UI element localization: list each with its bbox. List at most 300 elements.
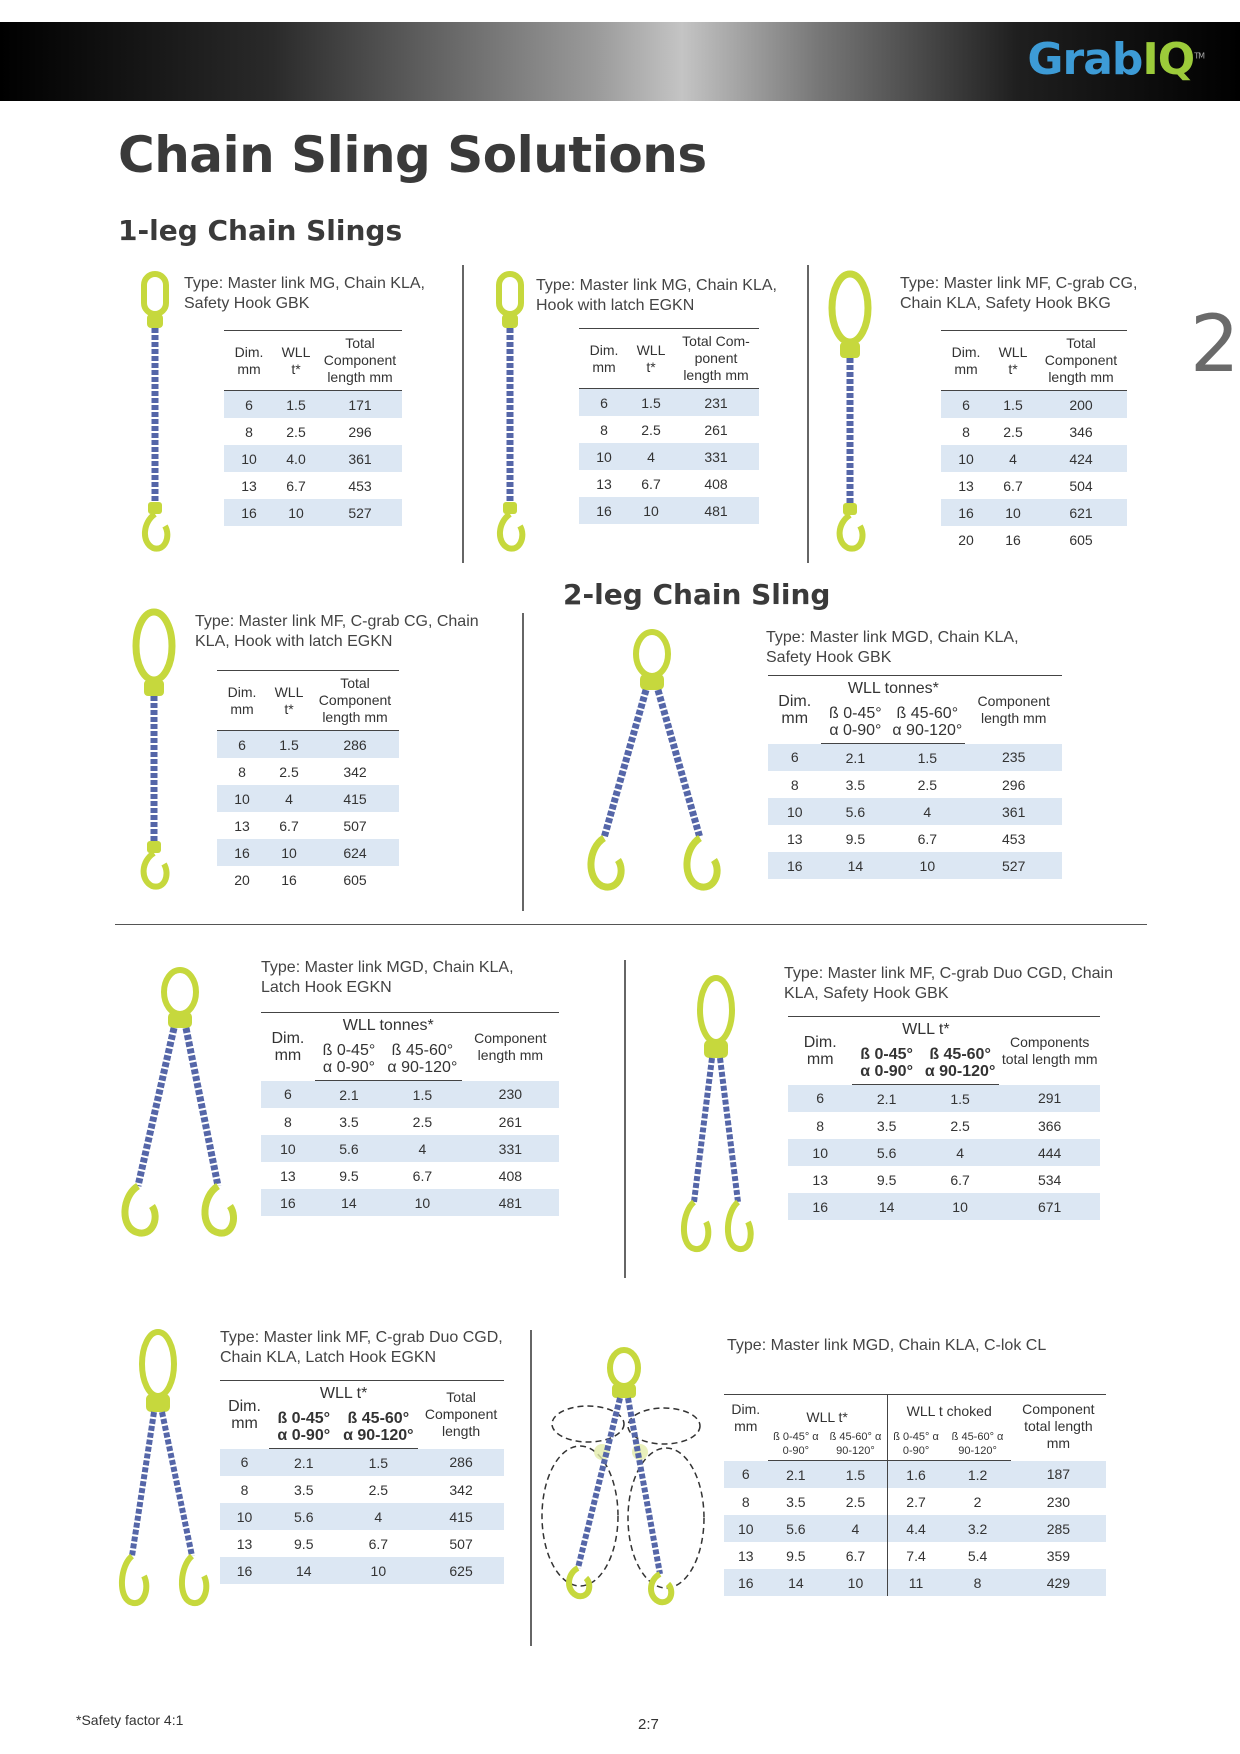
table-cell: 1.6 — [887, 1461, 944, 1489]
spec-table — [224, 330, 402, 526]
table-cell: 2.5 — [641, 421, 661, 438]
table-cell: 2.1 — [768, 1461, 825, 1489]
table-cell: 10 — [768, 798, 821, 825]
col-header: Dim. mm — [724, 1395, 768, 1461]
table-row — [724, 1542, 1106, 1569]
table-cell: 2.5 — [279, 763, 299, 780]
table-cell: 342 — [449, 1481, 473, 1498]
col-header: Total Component length mm — [1035, 331, 1127, 391]
table-cell: 6 — [224, 391, 274, 419]
col-header: Total Component length mm — [318, 331, 402, 391]
table-cell: 10 — [724, 1515, 768, 1542]
col-header: WLL t* — [267, 671, 311, 731]
product-type-label: Type: Master link MGD, Chain KLA, Latch Hook EGKN — [261, 959, 514, 996]
table-cell: 296 — [348, 423, 372, 440]
table-cell: 10 — [261, 1135, 315, 1162]
spec-table — [579, 328, 759, 524]
table-cell: 13 — [737, 1547, 754, 1564]
table-cell: 8 — [944, 1569, 1010, 1596]
table-cell: 671 — [999, 1193, 1100, 1220]
table-row — [224, 391, 402, 419]
table-cell: 20 — [958, 531, 974, 548]
table-cell: 2 — [973, 1493, 982, 1510]
table-cell: 16 — [224, 499, 274, 526]
table-cell: 429 — [1011, 1569, 1106, 1596]
table-cell: 10 — [629, 497, 673, 524]
table-cell: 8 — [238, 763, 246, 780]
table-row — [788, 1085, 1100, 1113]
table-cell: 7.4 — [887, 1542, 944, 1569]
product-type-label: Type: Master link MGD, Chain KLA, Safety Hook GBK — [766, 629, 1019, 666]
table-cell: 5.6 — [768, 1515, 825, 1542]
table-cell: 2.1 — [821, 744, 889, 772]
col-header: Total Component length mm — [311, 671, 399, 731]
spec-table — [220, 1380, 504, 1584]
col-header: Component length mm — [462, 1013, 559, 1081]
col-header: WLL t choked — [887, 1395, 1011, 1429]
table-row — [261, 1189, 559, 1216]
table-row — [724, 1515, 1106, 1542]
table-row — [261, 1108, 559, 1135]
table-cell: 171 — [318, 391, 402, 419]
col-header: ß 45-60° α 90-120° — [338, 1406, 418, 1449]
table-cell: 231 — [673, 389, 759, 417]
table-cell: 6.7 — [279, 817, 299, 834]
table-cell: 14 — [768, 1569, 825, 1596]
product-type-label: Type: Master link MF, C-grab CG, Chain KLA, Safety Hook BKG — [900, 275, 1138, 312]
table-cell: 13 — [236, 1535, 253, 1552]
col-header: WLL tonnes* — [821, 676, 965, 702]
table-cell: 10 — [224, 445, 274, 472]
table-cell: 230 — [1046, 1493, 1071, 1510]
table-cell: 331 — [462, 1135, 559, 1162]
table-cell: 6.7 — [412, 1167, 433, 1184]
table-row — [941, 445, 1127, 472]
table-cell: 605 — [1069, 531, 1093, 548]
table-cell: 20 — [234, 871, 250, 888]
divider — [624, 960, 626, 1278]
table-cell: 5.4 — [967, 1547, 988, 1564]
col-header: Total Com- ponent length mm — [673, 329, 759, 389]
table-row — [220, 1503, 504, 1530]
col-header: WLL t* — [768, 1395, 888, 1429]
table-cell: 13 — [234, 817, 250, 834]
table-row — [579, 497, 759, 524]
table-cell: 507 — [449, 1535, 473, 1552]
table-cell: 8 — [284, 1113, 292, 1130]
col-header: ß 0-45° α 0-90° — [887, 1428, 944, 1461]
two-leg-sling-image — [582, 628, 722, 900]
table-row — [261, 1135, 559, 1162]
product-type-label: Type: Master link MGD, Chain KLA, C-lok CL — [727, 1337, 1047, 1354]
table-cell: 424 — [1035, 445, 1127, 472]
spec-table — [788, 1016, 1100, 1220]
table-cell: 453 — [1002, 830, 1026, 847]
table-cell: 4 — [383, 1135, 462, 1162]
chapter-number: 2 — [1190, 300, 1240, 390]
two-leg-sling-image — [118, 966, 238, 1242]
table-cell: 261 — [498, 1113, 523, 1130]
table-cell: 6 — [220, 1449, 269, 1477]
table-cell: 187 — [1011, 1461, 1106, 1489]
table-row — [220, 1530, 504, 1557]
product-type-label: Type: Master link MF, C-grab Duo CGD, Chain KLA, Safety Hook GBK — [784, 965, 1113, 1002]
table-row — [217, 758, 399, 785]
divider — [530, 1330, 532, 1646]
table-row — [724, 1488, 1106, 1515]
table-cell: 230 — [462, 1081, 559, 1109]
horizontal-divider — [115, 924, 1147, 925]
table-cell: 3.5 — [786, 1493, 806, 1510]
col-header: ß 0-45° α 0-90° — [269, 1406, 338, 1449]
table-cell: 8 — [741, 1493, 750, 1510]
table-cell: 621 — [1035, 499, 1127, 526]
table-cell: 6.7 — [950, 1171, 970, 1188]
table-cell: 6.7 — [1003, 477, 1023, 494]
table-cell: 14 — [852, 1193, 920, 1220]
table-cell: 2.5 — [917, 776, 938, 793]
table-cell: 6.7 — [368, 1535, 389, 1552]
table-cell: 8 — [245, 423, 253, 440]
table-cell: 4 — [824, 1515, 887, 1542]
table-row — [941, 391, 1127, 419]
product-type-label: Type: Master link MG, Chain KLA, Hook with latch EGKN — [536, 277, 777, 314]
table-cell: 10 — [217, 785, 267, 812]
section-title-1leg: 1-leg Chain Slings — [118, 214, 403, 247]
table-cell: 2.5 — [412, 1113, 433, 1130]
table-cell: 14 — [315, 1189, 383, 1216]
product-type-label: Type: Master link MF, C-grab CG, Chain KLA, Hook with latch EGKN — [195, 613, 479, 650]
table-row — [217, 785, 399, 812]
table-cell: 444 — [999, 1139, 1100, 1166]
table-cell: 16 — [768, 852, 821, 879]
table-cell: 415 — [418, 1503, 504, 1530]
spec-table — [941, 330, 1127, 553]
table-cell: 624 — [311, 839, 399, 866]
table-cell: 6 — [217, 731, 267, 759]
table-cell: 10 — [824, 1569, 887, 1596]
table-cell: 16 — [788, 1193, 852, 1220]
table-row — [261, 1162, 559, 1189]
col-header: Dim. mm — [768, 676, 821, 744]
table-cell: 6 — [788, 1085, 852, 1113]
table-cell: 5.6 — [269, 1503, 338, 1530]
table-cell: 1.5 — [383, 1081, 462, 1109]
col-header: ß 45-60° α 90-120° — [824, 1428, 887, 1461]
single-leg-sling-image — [135, 270, 177, 552]
table-row — [579, 416, 759, 443]
col-header: Dim. mm — [217, 671, 267, 731]
table-cell: 13 — [958, 477, 974, 494]
table-row — [941, 526, 1127, 553]
col-header: ß 0-45° α 0-90° — [768, 1428, 825, 1461]
table-cell: 291 — [999, 1085, 1100, 1113]
table-row — [724, 1461, 1106, 1489]
choked-sling-image — [540, 1346, 708, 1606]
table-cell: 5.6 — [852, 1139, 920, 1166]
table-cell: 453 — [348, 477, 372, 494]
spec-table — [261, 1012, 559, 1216]
table-cell: 3.5 — [339, 1113, 359, 1130]
section-title-2leg: 2-leg Chain Sling — [563, 578, 831, 611]
table-row — [220, 1449, 504, 1477]
table-row — [261, 1081, 559, 1109]
table-row — [217, 839, 399, 866]
table-cell: 14 — [821, 852, 889, 879]
table-cell: 10 — [267, 839, 311, 866]
table-cell: 1.5 — [921, 1085, 1000, 1113]
table-cell: 2.7 — [887, 1488, 944, 1515]
table-cell: 235 — [965, 744, 1062, 772]
table-cell: 1.5 — [274, 391, 318, 419]
table-cell: 342 — [343, 763, 367, 780]
table-cell: 408 — [704, 475, 728, 492]
table-row — [768, 852, 1062, 879]
page-number: 2:7 — [638, 1716, 659, 1733]
table-cell: 361 — [318, 445, 402, 472]
table-cell: 1.5 — [338, 1449, 418, 1477]
table-cell: 2.5 — [1003, 423, 1023, 440]
table-cell: 1.5 — [991, 391, 1035, 419]
table-cell: 1.2 — [944, 1461, 1010, 1489]
col-header: Dim. mm — [224, 331, 274, 391]
table-cell: 8 — [790, 776, 799, 793]
table-cell: 4.4 — [887, 1515, 944, 1542]
table-cell: 366 — [1037, 1117, 1062, 1134]
table-row — [224, 472, 402, 499]
table-cell: 4 — [991, 445, 1035, 472]
table-cell: 16 — [281, 871, 297, 888]
table-row — [579, 389, 759, 417]
col-header: WLL t* — [269, 1381, 418, 1407]
col-header: WLL t* — [274, 331, 318, 391]
table-row — [579, 443, 759, 470]
table-cell: 408 — [498, 1167, 523, 1184]
table-row — [224, 445, 402, 472]
table-cell: 3.5 — [845, 776, 866, 793]
two-leg-sling-image — [116, 1328, 212, 1614]
col-header: Total Component length — [418, 1381, 504, 1449]
spec-table — [768, 675, 1062, 879]
table-cell: 415 — [311, 785, 399, 812]
product-type-label: Type: Master link MF, C-grab Duo CGD, Chain KLA, Latch Hook EGKN — [220, 1329, 503, 1366]
col-header: ß 0-45° α 0-90° — [821, 701, 889, 744]
table-cell: 1.5 — [267, 731, 311, 759]
col-header: WLL tonnes* — [315, 1013, 462, 1039]
table-cell: 8 — [240, 1481, 249, 1498]
table-row — [768, 825, 1062, 852]
col-header: Dim. mm — [788, 1017, 852, 1085]
table-cell: 6.7 — [286, 477, 306, 494]
table-cell: 527 — [318, 499, 402, 526]
table-cell: 9.5 — [786, 1547, 806, 1564]
product-type-label: Type: Master link MG, Chain KLA, Safety Hook GBK — [184, 275, 425, 312]
table-cell: 10 — [579, 443, 629, 470]
table-cell: 1.5 — [824, 1461, 887, 1489]
table-row — [579, 470, 759, 497]
table-cell: 6.7 — [845, 1547, 866, 1564]
table-cell: 10 — [788, 1139, 852, 1166]
table-cell: 16 — [217, 839, 267, 866]
table-cell: 605 — [343, 871, 367, 888]
table-cell: 6.7 — [641, 475, 661, 492]
table-cell: 9.5 — [845, 830, 866, 847]
col-header: WLL t* — [629, 329, 673, 389]
table-cell: 296 — [1002, 776, 1026, 793]
table-row — [217, 731, 399, 759]
col-header: Dim. mm — [579, 329, 629, 389]
table-row — [788, 1112, 1100, 1139]
table-cell: 6 — [768, 744, 821, 772]
table-cell: 8 — [962, 423, 970, 440]
table-cell: 4 — [889, 798, 965, 825]
table-cell: 481 — [673, 497, 759, 524]
col-header: WLL t* — [991, 331, 1035, 391]
table-cell: 16 — [220, 1557, 269, 1584]
table-cell: 534 — [1037, 1171, 1062, 1188]
table-cell: 11 — [887, 1569, 944, 1596]
table-cell: 3.5 — [876, 1117, 897, 1134]
table-cell: 16 — [579, 497, 629, 524]
col-header: ß 45-60° α 90-120° — [921, 1042, 1000, 1085]
table-cell: 13 — [812, 1171, 828, 1188]
table-cell: 10 — [991, 499, 1035, 526]
col-header: Component length mm — [965, 676, 1062, 744]
col-header: ß 0-45° α 0-90° — [315, 1038, 383, 1081]
table-cell: 14 — [269, 1557, 338, 1584]
table-cell: 4 — [267, 785, 311, 812]
table-row — [224, 499, 402, 526]
table-cell: 13 — [280, 1167, 296, 1184]
divider — [462, 265, 464, 563]
safety-footnote: *Safety factor 4:1 — [76, 1712, 184, 1728]
table-cell: 2.1 — [852, 1085, 920, 1113]
col-header: Dim. mm — [220, 1381, 269, 1449]
col-header: ß 45-60° α 90-120° — [944, 1428, 1010, 1461]
table-cell: 2.5 — [845, 1493, 866, 1510]
spec-table — [217, 670, 399, 893]
table-row — [941, 499, 1127, 526]
table-row — [768, 744, 1062, 772]
table-cell: 1.5 — [629, 389, 673, 417]
table-cell: 10 — [921, 1193, 1000, 1220]
table-row — [217, 812, 399, 839]
table-cell: 8 — [600, 421, 608, 438]
header-bar — [0, 22, 1240, 101]
table-cell: 3.5 — [294, 1481, 314, 1498]
table-cell: 527 — [965, 852, 1062, 879]
table-cell: 8 — [816, 1117, 825, 1134]
table-cell: 286 — [418, 1449, 504, 1477]
table-cell: 6 — [579, 389, 629, 417]
table-row — [768, 771, 1062, 798]
col-header: Dim. mm — [261, 1013, 315, 1081]
table-row — [941, 418, 1127, 445]
table-cell: 9.5 — [294, 1535, 314, 1552]
table-cell: 4 — [629, 443, 673, 470]
table-cell: 10 — [383, 1189, 462, 1216]
table-cell: 6 — [941, 391, 991, 419]
col-header: Dim. mm — [941, 331, 991, 391]
table-cell: 359 — [1046, 1547, 1071, 1564]
table-cell: 4.0 — [274, 445, 318, 472]
table-row — [220, 1557, 504, 1584]
table-cell: 4 — [921, 1139, 1000, 1166]
table-cell: 504 — [1069, 477, 1093, 494]
col-header: Components total length mm — [999, 1017, 1100, 1085]
table-cell: 5.6 — [821, 798, 889, 825]
grabiq-logo: GrabIQ™ — [1027, 34, 1204, 85]
table-row — [788, 1193, 1100, 1220]
table-cell: 16 — [1005, 531, 1021, 548]
table-row — [217, 866, 399, 893]
table-cell: 5.6 — [315, 1135, 383, 1162]
table-row — [788, 1139, 1100, 1166]
table-cell: 2.1 — [269, 1449, 338, 1477]
two-leg-sling-image — [678, 974, 754, 1260]
table-row — [941, 472, 1127, 499]
table-cell: 13 — [241, 477, 257, 494]
table-cell: 200 — [1035, 391, 1127, 419]
col-header: Component total length mm — [1011, 1395, 1106, 1461]
table-cell: 261 — [704, 421, 728, 438]
table-cell: 9.5 — [339, 1167, 359, 1184]
table-row — [224, 418, 402, 445]
table-cell: 16 — [941, 499, 991, 526]
col-header: ß 45-60° α 90-120° — [889, 701, 965, 744]
table-cell: 285 — [1011, 1515, 1106, 1542]
divider — [522, 613, 524, 911]
table-cell: 481 — [462, 1189, 559, 1216]
table-cell: 361 — [965, 798, 1062, 825]
table-cell: 10 — [889, 852, 965, 879]
table-cell: 507 — [343, 817, 367, 834]
table-cell: 286 — [311, 731, 399, 759]
col-header: ß 0-45° α 0-90° — [852, 1042, 920, 1085]
table-cell: 346 — [1069, 423, 1093, 440]
table-cell: 10 — [274, 499, 318, 526]
spec-table — [724, 1394, 1106, 1596]
single-leg-sling-image — [826, 268, 878, 552]
divider — [807, 265, 809, 563]
table-cell: 13 — [596, 475, 612, 492]
table-cell: 16 — [261, 1189, 315, 1216]
col-header: WLL t* — [852, 1017, 999, 1043]
table-cell: 2.5 — [368, 1481, 389, 1498]
table-cell: 6 — [261, 1081, 315, 1109]
table-row — [724, 1569, 1106, 1596]
single-leg-sling-image — [128, 606, 180, 890]
table-cell: 2.1 — [315, 1081, 383, 1109]
single-leg-sling-image — [490, 270, 532, 552]
table-cell: 1.5 — [889, 744, 965, 772]
col-header: ß 45-60° α 90-120° — [383, 1038, 462, 1081]
table-cell: 16 — [724, 1569, 768, 1596]
page-title: Chain Sling Solutions — [118, 126, 707, 184]
table-cell: 331 — [673, 443, 759, 470]
table-cell: 9.5 — [876, 1171, 897, 1188]
table-cell: 10 — [941, 445, 991, 472]
table-cell: 10 — [338, 1557, 418, 1584]
table-cell: 2.5 — [286, 423, 306, 440]
table-cell: 4 — [338, 1503, 418, 1530]
table-row — [768, 798, 1062, 825]
table-row — [788, 1166, 1100, 1193]
table-cell: 625 — [418, 1557, 504, 1584]
table-row — [220, 1476, 504, 1503]
table-cell: 6 — [724, 1461, 768, 1489]
table-cell: 2.5 — [950, 1117, 970, 1134]
